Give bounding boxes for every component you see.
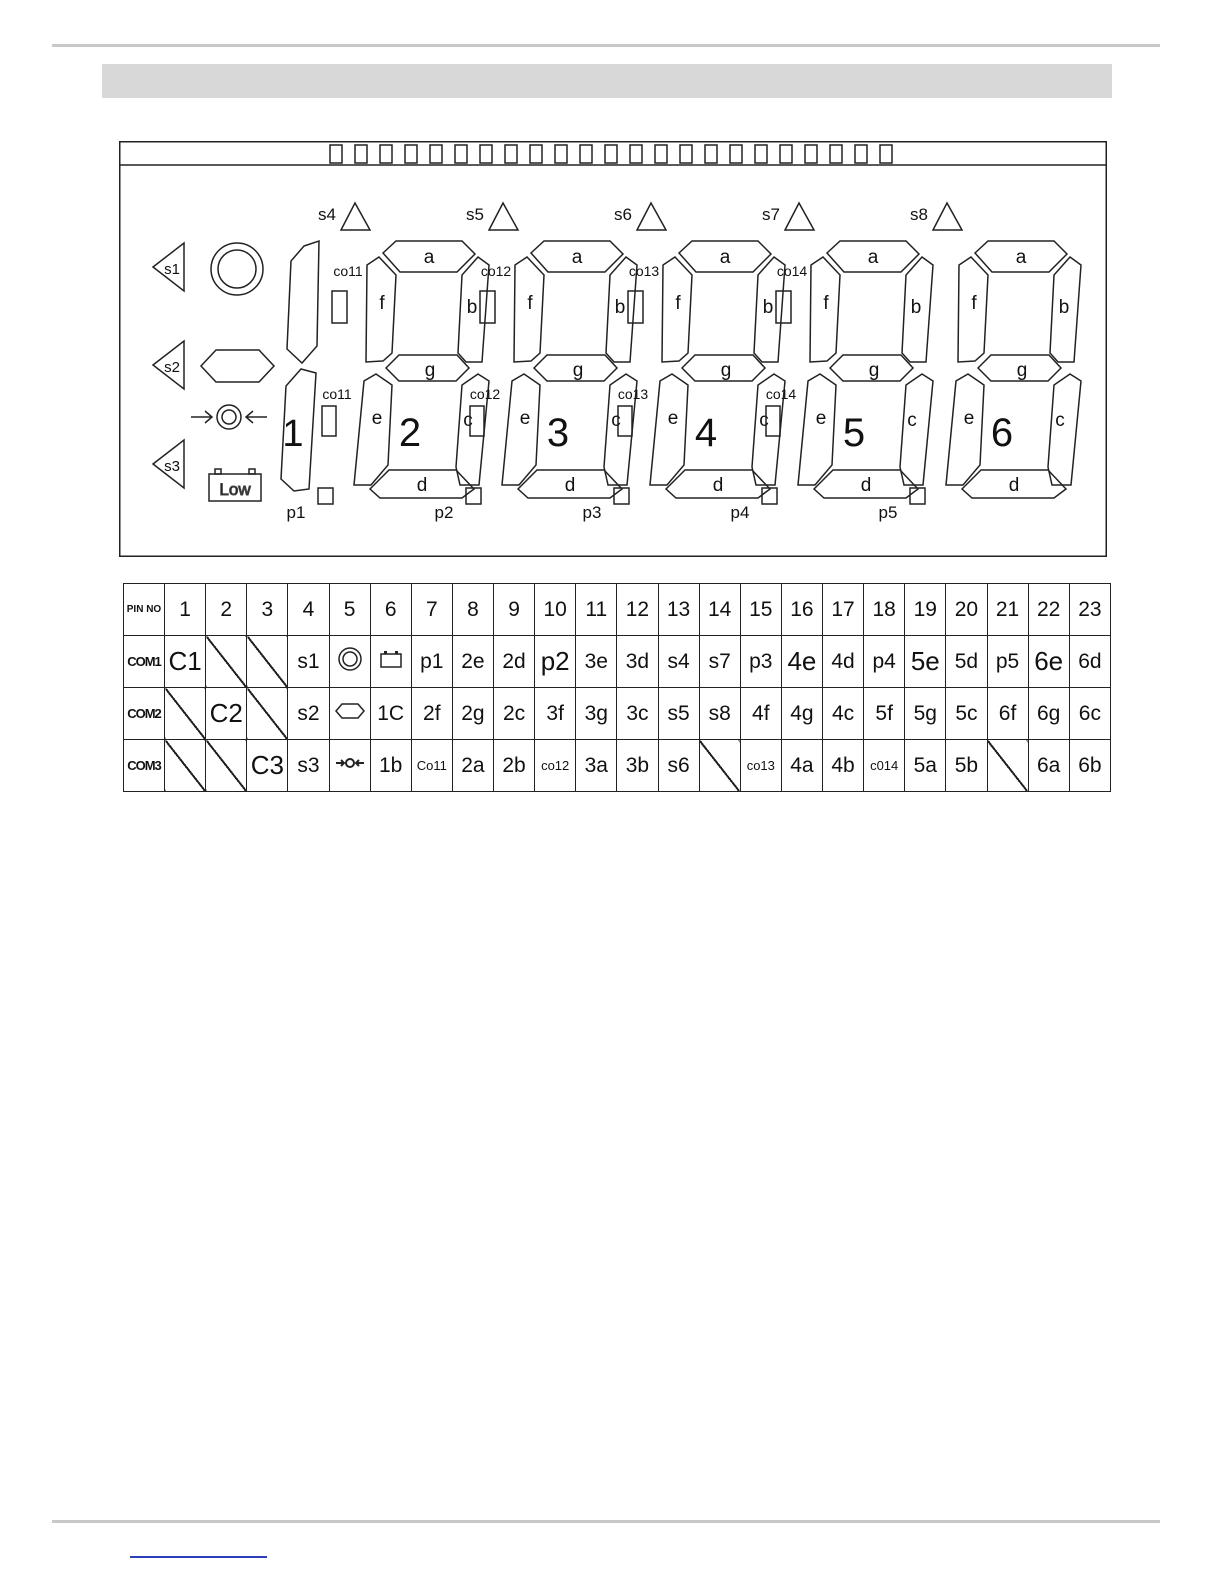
- pin-header-5: 5: [329, 584, 370, 636]
- pin-cell: 3e: [576, 636, 617, 688]
- digit-3-segment-e-label: e: [519, 408, 531, 429]
- target-outer-icon: [217, 405, 241, 429]
- unused-cell: [987, 740, 1028, 792]
- pin-cell: s4: [658, 636, 699, 688]
- digit-4-segment-d-label: d: [712, 475, 724, 496]
- unused-cell: [699, 740, 740, 792]
- colon-top-co12-label: co12: [480, 263, 512, 279]
- pin-header-3: 3: [247, 584, 288, 636]
- pin-cell: 6f: [987, 688, 1028, 740]
- triangle-s4-icon: [341, 203, 370, 230]
- pin-cell: 4c: [823, 688, 864, 740]
- pin-cell: 2g: [452, 688, 493, 740]
- pin-pad: [405, 145, 417, 163]
- pin-pad: [755, 145, 767, 163]
- pin-cell: s2: [288, 688, 329, 740]
- pin-cell: 6e: [1028, 636, 1069, 688]
- digit-4-segment-g-label: g: [720, 360, 732, 381]
- pin-cell: 6d: [1069, 636, 1110, 688]
- colon-top-co14-label: co14: [776, 263, 808, 279]
- triangle-s7-label: s7: [762, 205, 780, 224]
- triangle-s5-icon: [489, 203, 518, 230]
- digit-2-segment-e-label: e: [371, 408, 383, 429]
- pin-pad: [480, 145, 492, 163]
- pin-pad: [805, 145, 817, 163]
- unused-cell: [247, 688, 288, 740]
- point-p1: [318, 488, 333, 504]
- pin-cell-ring-icon: [329, 636, 370, 688]
- triangle-s8-icon: [933, 203, 962, 230]
- pin-cell: s6: [658, 740, 699, 792]
- digit-4-segment-f-label: f: [675, 293, 681, 314]
- pin-cell: p2: [535, 636, 576, 688]
- pin-header-1: 1: [165, 584, 206, 636]
- digit-4-segment-b-label: b: [762, 297, 774, 318]
- pin-cell-target-icon: [329, 740, 370, 792]
- pin-header-21: 21: [987, 584, 1028, 636]
- pin-cell: 6g: [1028, 688, 1069, 740]
- pin-cell: 5d: [946, 636, 987, 688]
- pin-cell: C3: [247, 740, 288, 792]
- digit-3-segment-b-label: b: [614, 297, 626, 318]
- pin-header-11: 11: [576, 584, 617, 636]
- com-label: COM3: [124, 740, 165, 792]
- triangle-s6-label: s6: [614, 205, 632, 224]
- digit-6-segment-e-label: e: [963, 408, 975, 429]
- pin-pad: [355, 145, 367, 163]
- digit-6-segment-g-label: g: [1016, 360, 1028, 381]
- digit-3-segment-a-label: a: [571, 247, 583, 268]
- pin-header-13: 13: [658, 584, 699, 636]
- digit-5-segment-g-label: g: [868, 360, 880, 381]
- pin-cell: 3d: [617, 636, 658, 688]
- pin-cell-hexagon-icon: [329, 688, 370, 740]
- pin-header-4: 4: [288, 584, 329, 636]
- digit-6-segment-d-label: d: [1008, 475, 1020, 496]
- pin-pad: [680, 145, 692, 163]
- pin-pad: [705, 145, 717, 163]
- pin-cell: 3a: [576, 740, 617, 792]
- point-p4: [762, 488, 777, 504]
- pin-cell: 2a: [452, 740, 493, 792]
- triangle-s8-label: s8: [910, 205, 928, 224]
- ring-outer-icon: [211, 243, 263, 295]
- pin-header-8: 8: [452, 584, 493, 636]
- pin-cell: 6a: [1028, 740, 1069, 792]
- pin-cell: 1b: [370, 740, 411, 792]
- pin-cell: 5b: [946, 740, 987, 792]
- digit-2-segment-f-label: f: [379, 293, 385, 314]
- digit-group: [281, 241, 1081, 522]
- ring-icon: [337, 646, 363, 678]
- top-rule: [52, 44, 1160, 47]
- pin-cell: 2b: [494, 740, 535, 792]
- target-inner-icon: [222, 410, 236, 424]
- pin-cell: 4d: [823, 636, 864, 688]
- pin-cell: 4f: [740, 688, 781, 740]
- pin-header-17: 17: [823, 584, 864, 636]
- digit-4-segment-e: [650, 374, 688, 485]
- digit-6-segment-e: [946, 374, 984, 485]
- pin-cell: 5g: [905, 688, 946, 740]
- pin-cell: 6c: [1069, 688, 1110, 740]
- unused-cell: [206, 636, 247, 688]
- pin-cell: p3: [740, 636, 781, 688]
- triangle-s1-label: s1: [164, 261, 180, 278]
- pin-pad: [330, 145, 342, 163]
- triangle-s5-label: s5: [466, 205, 484, 224]
- pin-no-header: PIN NO: [124, 584, 165, 636]
- pin-cell: 4a: [781, 740, 822, 792]
- com-label: COM2: [124, 688, 165, 740]
- pin-cell: p4: [864, 636, 905, 688]
- pin-pad: [780, 145, 792, 163]
- digit-2-segment-c-label: c: [463, 410, 473, 431]
- digit-6-segment-b-label: b: [1058, 297, 1070, 318]
- battery-terminal-right-icon: [249, 469, 255, 474]
- triangle-s7-icon: [785, 203, 814, 230]
- pin-cell: s3: [288, 740, 329, 792]
- digit-2-segment-a-label: a: [423, 247, 435, 268]
- pin-cell: 2c: [494, 688, 535, 740]
- digit-5-label: 5: [842, 411, 866, 455]
- section-header-bar: [102, 64, 1112, 98]
- pin-header-2: 2: [206, 584, 247, 636]
- digit-3-segment-e: [502, 374, 540, 485]
- triangle-s4-label: s4: [318, 205, 336, 224]
- colon-bottom-co11: [322, 406, 336, 436]
- colon-top-co11: [332, 291, 347, 323]
- digit-4-segment-e-label: e: [667, 408, 679, 429]
- pin-cell: 5e: [905, 636, 946, 688]
- left-icon-column: [153, 243, 274, 501]
- colon-bottom-co12-label: co12: [469, 386, 501, 402]
- digit-1-segment-b: [287, 241, 319, 363]
- pin-pad-row: [330, 145, 892, 163]
- pin-pad: [505, 145, 517, 163]
- pin-cell: 2d: [494, 636, 535, 688]
- digit-6-segment-a-label: a: [1015, 247, 1027, 268]
- digit-2-segment-d-label: d: [416, 475, 428, 496]
- pin-cell: 3b: [617, 740, 658, 792]
- pin-cell: s7: [699, 636, 740, 688]
- digit-6-segment-f-label: f: [971, 293, 977, 314]
- bottom-rule: [52, 1520, 1160, 1523]
- pin-header-23: 23: [1069, 584, 1110, 636]
- pin-cell: 6b: [1069, 740, 1110, 792]
- unused-cell: [165, 740, 206, 792]
- point-p3-label: p3: [582, 503, 602, 522]
- digit-2: [287, 241, 489, 522]
- digit-5-segment-e: [798, 374, 836, 485]
- digit-5-segment-b-label: b: [910, 297, 922, 318]
- pin-header-9: 9: [494, 584, 535, 636]
- pin-header-19: 19: [905, 584, 946, 636]
- pin-pad: [830, 145, 842, 163]
- digit-5-segment-f-label: f: [823, 293, 829, 314]
- pin-cell: Co11: [411, 740, 452, 792]
- lcd-segment-diagram: [119, 141, 1107, 557]
- digit-3-segment-d-label: d: [564, 475, 576, 496]
- triangle-s6-icon: [637, 203, 666, 230]
- pin-pad: [605, 145, 617, 163]
- digit-2-segment-b-label: b: [466, 297, 478, 318]
- pin-header-18: 18: [864, 584, 905, 636]
- colon-top-co11-label: co11: [333, 263, 363, 279]
- pin-cell: 4b: [823, 740, 864, 792]
- digit-5-segment-c-label: c: [907, 410, 917, 431]
- pin-cell: 5a: [905, 740, 946, 792]
- digit-3-segment-g-label: g: [572, 360, 584, 381]
- pin-header-15: 15: [740, 584, 781, 636]
- pin-header-10: 10: [535, 584, 576, 636]
- pin-pad: [630, 145, 642, 163]
- pin-pad: [380, 145, 392, 163]
- pin-cell: 3f: [535, 688, 576, 740]
- pin-cell: s5: [658, 688, 699, 740]
- point-p2-label: p2: [434, 503, 454, 522]
- pin-header-7: 7: [411, 584, 452, 636]
- arrow-in-left-icon: [191, 411, 212, 423]
- digit-3-label: 3: [546, 411, 570, 455]
- pin-cell: C2: [206, 688, 247, 740]
- digit-2-segment-g-label: g: [424, 360, 436, 381]
- digit-4-segment-c-label: c: [759, 410, 769, 431]
- pin-header-12: 12: [617, 584, 658, 636]
- pin-cell: 4e: [781, 636, 822, 688]
- footer-link[interactable]: [130, 1556, 267, 1558]
- pin-header-6: 6: [370, 584, 411, 636]
- pin-pad: [655, 145, 667, 163]
- colon-bottom-co11-label: co11: [322, 386, 352, 402]
- digit-3-segment-c-label: c: [611, 410, 621, 431]
- digit-4-segment-a-label: a: [719, 247, 731, 268]
- pin-cell: 5c: [946, 688, 987, 740]
- digit-5-segment-e-label: e: [815, 408, 827, 429]
- pin-cell: 5f: [864, 688, 905, 740]
- pin-pad: [530, 145, 542, 163]
- unused-cell: [247, 636, 288, 688]
- digit-6-label: 6: [990, 411, 1014, 455]
- pin-pad: [455, 145, 467, 163]
- pin-cell-battery-icon: [370, 636, 411, 688]
- colon-bottom-co14-label: co14: [765, 386, 797, 402]
- top-triangle-row: [318, 203, 962, 230]
- point-p3: [614, 488, 629, 504]
- digit-2-label: 2: [398, 411, 422, 455]
- pin-cell: s1: [288, 636, 329, 688]
- arrow-in-right-icon: [246, 411, 267, 423]
- pin-pad: [555, 145, 567, 163]
- digit-6-segment-c-label: c: [1055, 410, 1065, 431]
- pin-header-16: 16: [781, 584, 822, 636]
- pin-header-22: 22: [1028, 584, 1069, 636]
- digit-2-segment-e: [354, 374, 392, 485]
- pin-cell: 4g: [781, 688, 822, 740]
- point-p5-label: p5: [878, 503, 898, 522]
- digit-3-segment-f-label: f: [527, 293, 533, 314]
- pin-cell: 2f: [411, 688, 452, 740]
- point-p4-label: p4: [730, 503, 750, 522]
- pin-pad: [880, 145, 892, 163]
- battery-icon: [378, 649, 404, 675]
- pin-cell: 2e: [452, 636, 493, 688]
- pin-cell: p5: [987, 636, 1028, 688]
- pin-cell: c014: [864, 740, 905, 792]
- digit-1-label: 1: [282, 413, 304, 455]
- triangle-s2-label: s2: [164, 359, 180, 376]
- pin-cell: p1: [411, 636, 452, 688]
- pin-cell: co12: [535, 740, 576, 792]
- battery-terminal-left-icon: [215, 469, 221, 474]
- pin-pad: [730, 145, 742, 163]
- pin-cell: 3c: [617, 688, 658, 740]
- hexagon-icon: [201, 350, 274, 382]
- pin-assignment-table: [123, 583, 1111, 792]
- ring-inner-icon: [218, 250, 256, 288]
- pin-pad: [580, 145, 592, 163]
- point-p5: [910, 488, 925, 504]
- unused-cell: [165, 688, 206, 740]
- pin-cell: 1C: [370, 688, 411, 740]
- triangle-s3-label: s3: [164, 458, 180, 475]
- pin-pad: [855, 145, 867, 163]
- point-p2: [466, 488, 481, 504]
- pin-cell: co13: [740, 740, 781, 792]
- battery-low-label: Low: [219, 480, 251, 499]
- pin-cell: C1: [165, 636, 206, 688]
- digit-5-segment-d-label: d: [860, 475, 872, 496]
- hexagon-icon: [334, 702, 366, 726]
- unused-cell: [206, 740, 247, 792]
- point-p1-label: p1: [286, 503, 306, 522]
- digit-5-segment-a-label: a: [867, 247, 879, 268]
- pin-pad: [430, 145, 442, 163]
- pin-cell: s8: [699, 688, 740, 740]
- colon-top-co13-label: co13: [628, 263, 660, 279]
- pin-cell: 3g: [576, 688, 617, 740]
- target-icon: [334, 754, 366, 778]
- colon-bottom-co13-label: co13: [617, 386, 649, 402]
- pin-header-20: 20: [946, 584, 987, 636]
- digit-4-label: 4: [694, 411, 718, 455]
- pin-header-14: 14: [699, 584, 740, 636]
- com-label: COM1: [124, 636, 165, 688]
